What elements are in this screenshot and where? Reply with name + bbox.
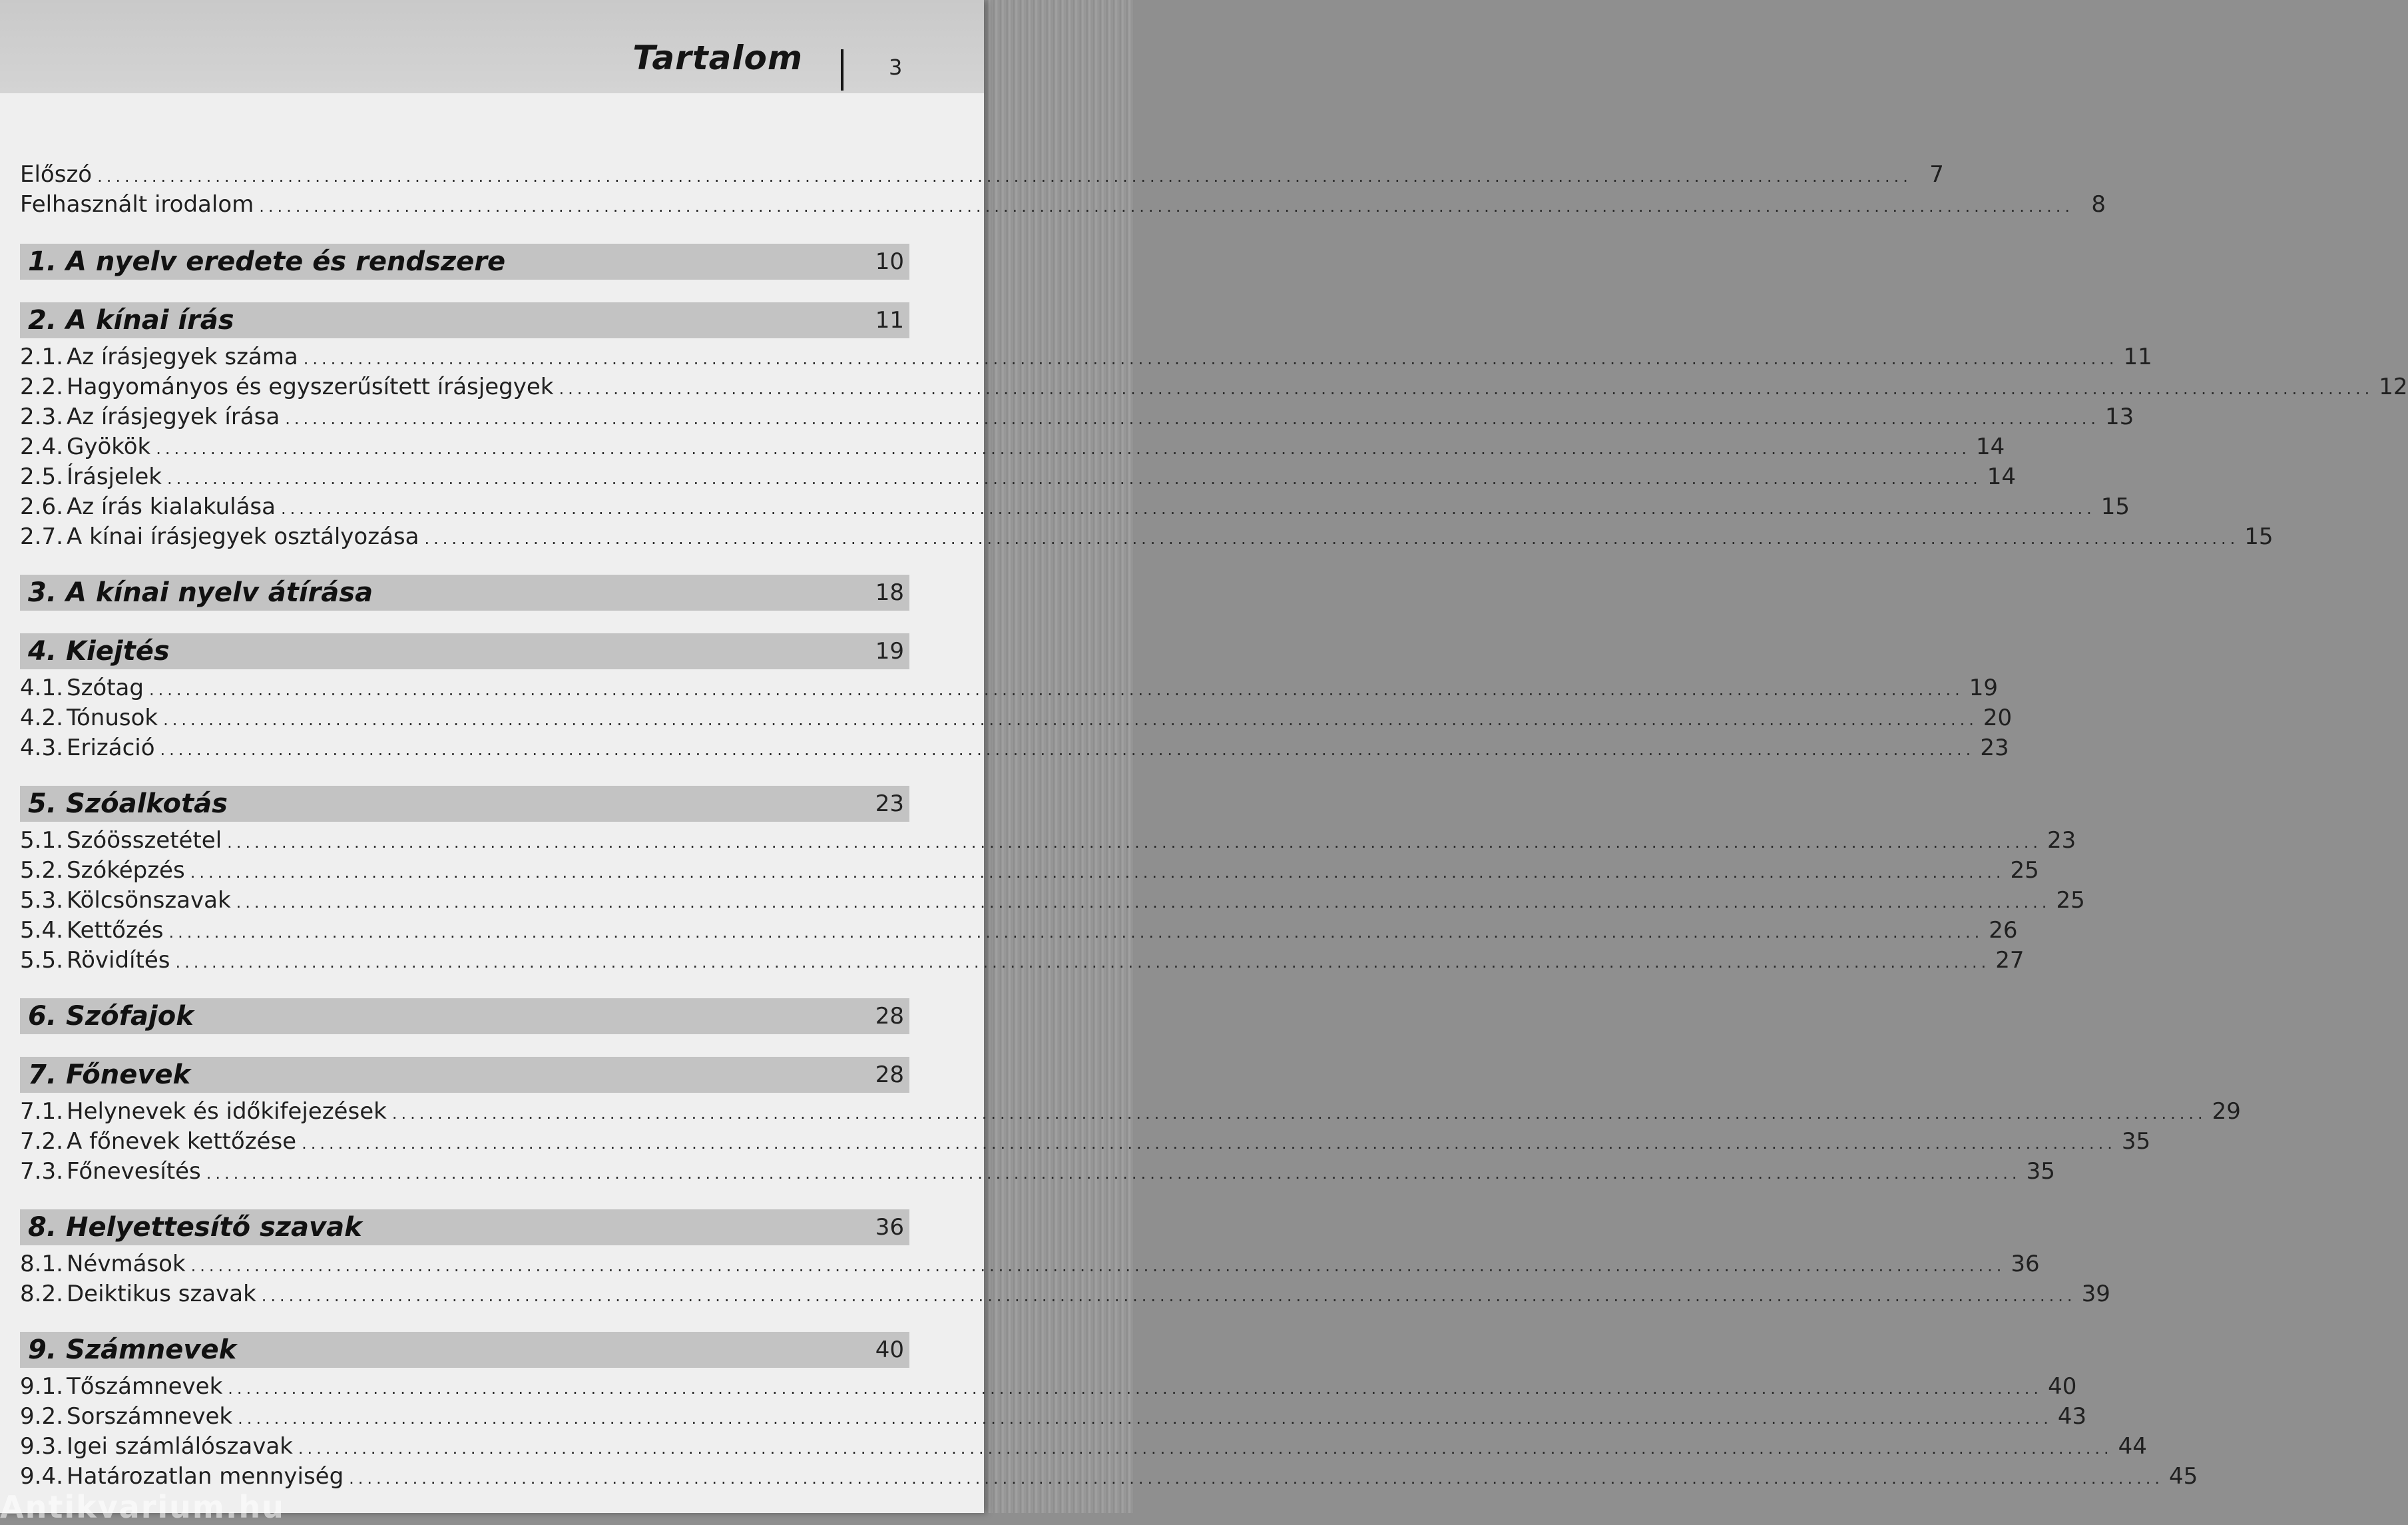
chapter-number: 4. [28, 636, 57, 667]
dot-leader: ........................................................................................................................................................................................................ [206, 1164, 2021, 1183]
chapter-page: 11 [875, 307, 904, 334]
page-title: Tartalom [632, 39, 803, 77]
chapter-title [28, 1335, 236, 1365]
entry-page: 45 [2168, 1463, 2198, 1490]
chapter-title [28, 1001, 194, 1032]
header-divider [841, 49, 843, 91]
section-number: 2.6. [20, 493, 63, 520]
dot-leader: ........................................................................................................................................................................................................ [391, 1104, 2207, 1123]
toc-entry[interactable] [20, 432, 2005, 462]
toc-entry[interactable] [20, 826, 2076, 856]
dot-leader: ........................................................................................................................................................................................................ [559, 380, 2374, 398]
chapter-title-text: Kiejtés [66, 636, 170, 667]
dot-leader: ........................................................................................................................................................................................................ [238, 1409, 2052, 1428]
section-number: 2.4. [20, 434, 63, 460]
toc-entry[interactable] [20, 462, 2017, 492]
entry-page: 25 [2056, 887, 2085, 914]
chapter-heading[interactable] [20, 998, 909, 1034]
section-number: 8.2. [20, 1281, 63, 1307]
toc-entry[interactable] [20, 673, 1999, 703]
dot-leader: ........................................................................................................................................................................................................ [156, 440, 1971, 458]
toc-entry[interactable] [20, 916, 2018, 946]
entry-page: 35 [2026, 1158, 2055, 1185]
toc-entry[interactable] [20, 342, 2152, 372]
chapter-number: 5. [28, 788, 57, 819]
section-number: 2.1. [20, 344, 63, 370]
entry-page: 35 [2121, 1128, 2151, 1155]
chapter-title [28, 788, 228, 819]
entry-label: Tónusok [67, 705, 158, 731]
chapter-number: 6. [28, 1001, 57, 1032]
section-number: 2.5. [20, 463, 63, 490]
dot-leader: ........................................................................................................................................................................................................ [261, 1287, 2076, 1305]
entry-label: Az írás kialakulása [67, 493, 276, 520]
section-number: 5.5. [20, 947, 63, 974]
entry-page: 29 [2212, 1098, 2241, 1125]
chapter-page: 23 [875, 790, 904, 817]
section-number: 2.2. [20, 374, 63, 400]
dot-leader: ........................................................................................................................................................................................................ [148, 681, 1964, 699]
entry-label: Az írásjegyek írása [67, 404, 280, 430]
toc-entry[interactable] [20, 946, 2025, 976]
section-number: 9.4. [20, 1463, 63, 1490]
chapter-page: 28 [875, 1003, 904, 1030]
dot-leader: ........................................................................................................................................................................................................ [285, 410, 2100, 428]
chapter-heading[interactable] [20, 244, 909, 280]
toc-entry[interactable] [20, 1372, 2077, 1402]
toc-entry[interactable] [20, 703, 2013, 733]
chapter-heading[interactable] [20, 633, 909, 669]
entry-page: 14 [1987, 463, 2017, 490]
chapter-number: 2. [28, 305, 57, 336]
dot-leader: ........................................................................................................................................................................................................ [228, 1379, 2043, 1398]
table-of-contents [20, 160, 2408, 1492]
entry-label: Sorszámnevek [67, 1403, 233, 1430]
dot-leader: ........................................................................................................................................................................................................ [175, 953, 1991, 972]
entry-page: 40 [2048, 1373, 2077, 1400]
entry-label: Főnevesítés [67, 1158, 201, 1185]
entry-label: Kölcsönszavak [67, 887, 231, 914]
chapter-title [28, 577, 373, 608]
dot-leader: ........................................................................................................................................................................................................ [97, 167, 1912, 186]
entry-page: 26 [1989, 917, 2018, 944]
entry-label: Írásjelek [67, 463, 162, 490]
chapter-number: 8. [28, 1212, 57, 1243]
section-number: 9.1. [20, 1373, 63, 1400]
chapter-heading[interactable] [20, 1057, 909, 1093]
entry-label: Előszó [20, 161, 93, 188]
chapter-title [28, 305, 234, 336]
dot-leader: ........................................................................................................................................................................................................ [190, 1257, 2006, 1275]
section-number: 7.3. [20, 1158, 63, 1185]
chapter-title-text: A nyelv eredete és rendszere [66, 246, 506, 277]
section-number: 9.3. [20, 1433, 63, 1460]
toc-entry[interactable] [20, 1402, 2087, 1432]
entry-label: Igei számlálószavak [67, 1433, 293, 1460]
section-number: 4.1. [20, 675, 63, 701]
dot-leader: ........................................................................................................................................................................................................ [160, 741, 1975, 759]
entry-label: Rövidítés [67, 947, 170, 974]
entry-page: 12 [2379, 374, 2408, 400]
toc-entry[interactable] [20, 1249, 2040, 1279]
dot-leader: ........................................................................................................................................................................................................ [166, 469, 1982, 488]
chapter-number: 9. [28, 1335, 57, 1365]
toc-entry[interactable] [20, 1462, 2198, 1492]
entry-page: 11 [2123, 344, 2152, 370]
toc-entry[interactable] [20, 886, 2085, 916]
toc-entry[interactable] [20, 1127, 2151, 1157]
chapter-page: 40 [875, 1337, 904, 1363]
header-band [0, 0, 984, 93]
toc-entry[interactable] [20, 190, 2106, 220]
entry-page: 20 [1983, 705, 2013, 731]
chapter-title-text: Helyettesítő szavak [66, 1212, 362, 1243]
chapter-title [28, 1060, 190, 1090]
toc-entry[interactable] [20, 733, 2009, 763]
entry-page: 14 [1976, 434, 2005, 460]
entry-page: 8 [2091, 191, 2106, 218]
toc-entry[interactable] [20, 522, 2274, 552]
dot-leader: ........................................................................................................................................................................................................ [349, 1469, 2164, 1488]
watermark: Antikvarium.hu [0, 1489, 285, 1525]
dot-leader: ........................................................................................................................................................................................................ [163, 711, 1978, 729]
dot-leader: ........................................................................................................................................................................................................ [298, 1439, 2113, 1458]
page-number: 3 [889, 55, 903, 80]
dot-leader: ........................................................................................................................................................................................................ [236, 893, 2051, 912]
section-number: 9.2. [20, 1403, 63, 1430]
chapter-page: 36 [875, 1214, 904, 1241]
section-number: 4.3. [20, 735, 63, 761]
dot-leader: ........................................................................................................................................................................................................ [280, 499, 2096, 518]
entry-label: Kettőzés [67, 917, 164, 944]
section-number: 5.1. [20, 827, 63, 854]
chapter-page: 19 [875, 638, 904, 665]
chapter-number: 7. [28, 1060, 57, 1090]
entry-page: 13 [2104, 404, 2134, 430]
chapter-list [20, 244, 2408, 1492]
entry-label: Hagyományos és egyszerűsített írásjegyek [67, 374, 554, 400]
section-number: 2.7. [20, 523, 63, 550]
toc-entry[interactable] [20, 492, 2130, 522]
toc-entry[interactable] [20, 1432, 2147, 1462]
chapter-page: 18 [875, 579, 904, 606]
chapter-number: 1. [28, 246, 57, 277]
chapter-heading[interactable] [20, 302, 909, 338]
entry-label: Szótag [67, 675, 144, 701]
entry-label: Határozatlan mennyiség [67, 1463, 344, 1490]
entry-page: 19 [1969, 675, 1999, 701]
toc-entry[interactable] [20, 856, 2039, 886]
chapter-title-text: Számnevek [66, 1335, 237, 1365]
dot-leader: ........................................................................................................................................................................................................ [227, 833, 2042, 852]
section-number: 7.1. [20, 1098, 63, 1125]
entry-label: Felhasznált irodalom [20, 191, 254, 218]
dot-leader: ........................................................................................................................................................................................................ [190, 863, 2005, 882]
chapter-heading[interactable] [20, 786, 909, 822]
chapter-title-text: Szófajok [66, 1001, 194, 1032]
entry-label: Az írásjegyek száma [67, 344, 298, 370]
entry-page: 43 [2057, 1403, 2087, 1430]
toc-entry[interactable] [20, 1097, 2241, 1127]
chapter-page: 10 [875, 248, 904, 275]
section-number: 5.3. [20, 887, 63, 914]
section-number: 5.2. [20, 857, 63, 884]
entry-label: Deiktikus szavak [67, 1281, 256, 1307]
dot-leader: ........................................................................................................................................................................................................ [424, 529, 2240, 548]
entry-label: Névmások [67, 1251, 186, 1277]
entry-page: 23 [2047, 827, 2076, 854]
chapter-heading[interactable] [20, 575, 909, 611]
entry-page: 23 [1980, 735, 2009, 761]
chapter-title-text: Szóalkotás [66, 788, 228, 819]
chapter-title-text: A kínai nyelv átírása [66, 577, 373, 608]
dot-leader: ........................................................................................................................................................................................................ [303, 350, 2118, 368]
chapter-title [28, 636, 170, 667]
toc-entry[interactable] [20, 1279, 2110, 1309]
dot-leader: ........................................................................................................................................................................................................ [302, 1134, 2116, 1153]
entry-label: A kínai írásjegyek osztályozása [67, 523, 419, 550]
entry-label: Szóösszetétel [67, 827, 222, 854]
entry-page: 27 [1995, 947, 2025, 974]
entry-page: 39 [2081, 1281, 2110, 1307]
section-number: 2.3. [20, 404, 63, 430]
entry-label: Gyökök [67, 434, 151, 460]
chapter-page: 28 [875, 1062, 904, 1088]
chapter-number: 3. [28, 577, 57, 608]
toc-entry[interactable] [20, 402, 2134, 432]
chapter-title [28, 246, 505, 277]
chapter-heading[interactable] [20, 1332, 909, 1368]
toc-entry[interactable] [20, 372, 2408, 402]
section-number: 5.4. [20, 917, 63, 944]
entry-page: 7 [1929, 161, 1944, 188]
chapter-title-text: Főnevek [66, 1060, 191, 1090]
entry-label: Tőszámnevek [67, 1373, 223, 1400]
entry-page: 36 [2011, 1251, 2040, 1277]
toc-entry[interactable] [20, 160, 1944, 190]
section-number: 8.1. [20, 1251, 63, 1277]
dot-leader: ........................................................................................................................................................................................................ [168, 923, 1984, 942]
dot-leader: ........................................................................................................................................................................................................ [259, 197, 2074, 216]
entry-page: 44 [2118, 1433, 2147, 1460]
section-number: 7.2. [20, 1128, 63, 1155]
chapter-heading[interactable] [20, 1209, 909, 1245]
entry-page: 15 [2244, 523, 2274, 550]
entry-label: A főnevek kettőzése [67, 1128, 297, 1155]
chapter-title-text: A kínai írás [66, 305, 234, 336]
section-number: 4.2. [20, 705, 63, 731]
entry-page: 25 [2010, 857, 2039, 884]
chapter-title [28, 1212, 362, 1243]
entry-page: 15 [2100, 493, 2130, 520]
entry-label: Helynevek és időkifejezések [67, 1098, 387, 1125]
entry-label: Szóképzés [67, 857, 185, 884]
toc-entry[interactable] [20, 1157, 2055, 1187]
entry-label: Erizáció [67, 735, 155, 761]
